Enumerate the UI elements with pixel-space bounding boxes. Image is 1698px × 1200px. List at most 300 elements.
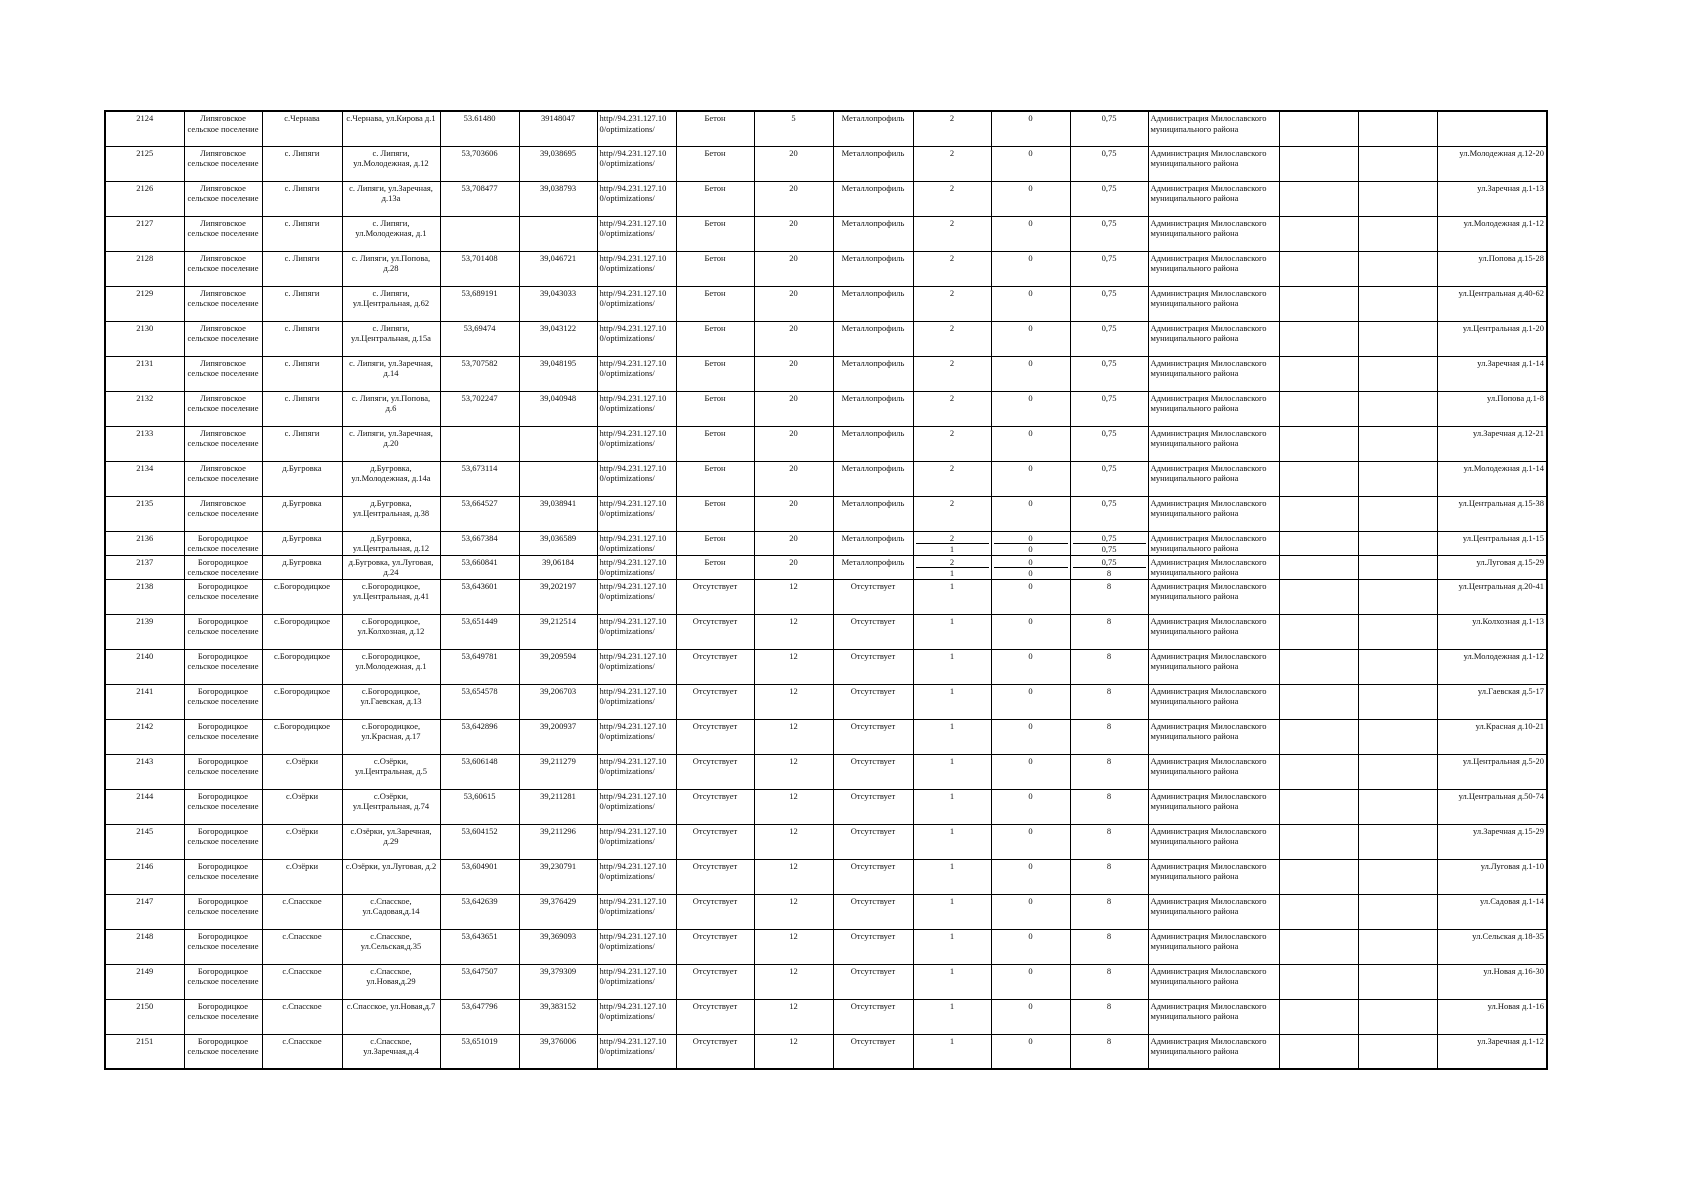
cell-address: с.Спасское, ул.Сельская,д.35 bbox=[342, 929, 440, 964]
cell-planned: 0 bbox=[991, 251, 1070, 286]
cell-area: 20 bbox=[754, 461, 833, 496]
cell-place: с. Липяги bbox=[262, 146, 342, 181]
cell-number: 2149 bbox=[105, 964, 184, 999]
cell-containers: 1 bbox=[913, 964, 991, 999]
cell-fence: Металлопрофиль bbox=[833, 356, 913, 391]
cell-latitude: 53,604901 bbox=[440, 859, 519, 894]
cell-settlement: Богородицкое сельское поселение bbox=[184, 789, 262, 824]
cell-planned: 0 bbox=[991, 426, 1070, 461]
cell-planned: 0 bbox=[991, 754, 1070, 789]
cell-address: с.Озёрки, ул.Центральная, д.74 bbox=[342, 789, 440, 824]
cell-fence: Отсутствует bbox=[833, 894, 913, 929]
cell-fence: Отсутствует bbox=[833, 999, 913, 1034]
cell-longitude: 39,036589 bbox=[519, 531, 597, 555]
cell-empty bbox=[1358, 555, 1437, 579]
cell-volume-part: 0,75 bbox=[1073, 533, 1146, 545]
cell-empty bbox=[1279, 461, 1358, 496]
cell-latitude: 53,703606 bbox=[440, 146, 519, 181]
cell-containers: 1 bbox=[913, 999, 991, 1034]
cell-url: http//94.231.127.10 0/optimizations/ bbox=[597, 216, 676, 251]
cell-base-material: Бетон bbox=[676, 426, 754, 461]
cell-served-addresses: ул.Сельская д.18-35 bbox=[1437, 929, 1547, 964]
cell-longitude: 39,202197 bbox=[519, 579, 597, 614]
cell-settlement: Липяговское сельское поселение bbox=[184, 111, 262, 146]
cell-base-material: Бетон bbox=[676, 461, 754, 496]
cell-empty bbox=[1279, 251, 1358, 286]
cell-place: д.Бугровка bbox=[262, 461, 342, 496]
cell-owner: Администрация Милославского муниципального района bbox=[1148, 111, 1279, 146]
cell-empty bbox=[1358, 684, 1437, 719]
cell-url: http//94.231.127.10 0/optimizations/ bbox=[597, 321, 676, 356]
cell-url: http//94.231.127.10 0/optimizations/ bbox=[597, 614, 676, 649]
cell-fence: Металлопрофиль bbox=[833, 496, 913, 531]
cell-empty bbox=[1358, 391, 1437, 426]
cell-served-addresses: ул.Заречная д.15-29 bbox=[1437, 824, 1547, 859]
cell-place: д.Бугровка bbox=[262, 531, 342, 555]
cell-planned: 0 bbox=[991, 1034, 1070, 1069]
cell-fence: Металлопрофиль bbox=[833, 181, 913, 216]
cell-owner: Администрация Милославского муниципального района bbox=[1148, 181, 1279, 216]
cell-containers: 1 bbox=[913, 579, 991, 614]
cell-volume: 0,75 bbox=[1070, 321, 1148, 356]
cell-latitude: 53,651449 bbox=[440, 614, 519, 649]
cell-base-material: Бетон bbox=[676, 531, 754, 555]
cell-number: 2143 bbox=[105, 754, 184, 789]
table-row bbox=[105, 999, 1547, 1034]
cell-number: 2131 bbox=[105, 356, 184, 391]
cell-planned: 0 bbox=[991, 461, 1070, 496]
cell-place: с.Спасское bbox=[262, 999, 342, 1034]
cell-longitude bbox=[519, 461, 597, 496]
cell-longitude: 39,209594 bbox=[519, 649, 597, 684]
cell-containers: 2 bbox=[913, 286, 991, 321]
cell-empty bbox=[1279, 496, 1358, 531]
cell-area: 12 bbox=[754, 859, 833, 894]
cell-address: с.Богородицкое, ул.Красная, д.17 bbox=[342, 719, 440, 754]
cell-place: с.Богородицкое bbox=[262, 719, 342, 754]
cell-owner: Администрация Милославского муниципального района bbox=[1148, 964, 1279, 999]
cell-planned: 0 bbox=[991, 964, 1070, 999]
cell-longitude: 39,383152 bbox=[519, 999, 597, 1034]
cell-served-addresses: ул.Луговая д.15-29 bbox=[1437, 555, 1547, 579]
cell-served-addresses: ул.Центральная д.20-41 bbox=[1437, 579, 1547, 614]
cell-planned: 0 bbox=[991, 859, 1070, 894]
table-row bbox=[105, 614, 1547, 649]
cell-containers: 2 bbox=[913, 461, 991, 496]
cell-base-material: Бетон bbox=[676, 496, 754, 531]
cell-number: 2132 bbox=[105, 391, 184, 426]
cell-latitude: 53,604152 bbox=[440, 824, 519, 859]
cell-owner: Администрация Милославского муниципального района bbox=[1148, 286, 1279, 321]
cell-url: http//94.231.127.10 0/optimizations/ bbox=[597, 461, 676, 496]
cell-fence: Металлопрофиль bbox=[833, 146, 913, 181]
cell-empty bbox=[1279, 824, 1358, 859]
cell-fence: Отсутствует bbox=[833, 579, 913, 614]
cell-base-material: Бетон bbox=[676, 216, 754, 251]
cell-base-material: Отсутствует bbox=[676, 894, 754, 929]
cell-latitude: 53,606148 bbox=[440, 754, 519, 789]
cell-longitude: 39,200937 bbox=[519, 719, 597, 754]
cell-volume: 0,75 bbox=[1070, 251, 1148, 286]
cell-place: д.Бугровка bbox=[262, 555, 342, 579]
cell-area: 20 bbox=[754, 356, 833, 391]
cell-owner: Администрация Милославского муниципального района bbox=[1148, 684, 1279, 719]
cell-longitude: 39,038941 bbox=[519, 496, 597, 531]
cell-containers: 1 bbox=[913, 824, 991, 859]
cell-served-addresses: ул.Красная д.10-21 bbox=[1437, 719, 1547, 754]
table-row bbox=[105, 461, 1547, 496]
cell-latitude: 53,643601 bbox=[440, 579, 519, 614]
cell-empty bbox=[1358, 181, 1437, 216]
cell-address: с.Богородицкое, ул.Молодежная, д.1 bbox=[342, 649, 440, 684]
cell-fence: Металлопрофиль bbox=[833, 461, 913, 496]
cell-empty bbox=[1358, 461, 1437, 496]
cell-volume: 8 bbox=[1070, 999, 1148, 1034]
cell-volume: 8 bbox=[1070, 964, 1148, 999]
cell-owner: Администрация Милославского муниципального района bbox=[1148, 929, 1279, 964]
cell-address: с.Спасское, ул.Новая,д.7 bbox=[342, 999, 440, 1034]
cell-base-material: Бетон bbox=[676, 391, 754, 426]
cell-planned: 0 bbox=[991, 286, 1070, 321]
cell-empty bbox=[1279, 426, 1358, 461]
cell-place: с.Озёрки bbox=[262, 754, 342, 789]
cell-empty bbox=[1279, 356, 1358, 391]
cell-containers-part: 1 bbox=[949, 544, 955, 554]
cell-empty bbox=[1279, 321, 1358, 356]
cell-longitude bbox=[519, 426, 597, 461]
cell-latitude: 53,642896 bbox=[440, 719, 519, 754]
cell-place: д.Бугровка bbox=[262, 496, 342, 531]
cell-area: 20 bbox=[754, 391, 833, 426]
cell-empty bbox=[1358, 496, 1437, 531]
cell-settlement: Богородицкое сельское поселение bbox=[184, 824, 262, 859]
cell-place: с.Озёрки bbox=[262, 824, 342, 859]
cell-address: с.Озёрки, ул.Луговая, д.2 bbox=[342, 859, 440, 894]
cell-settlement: Богородицкое сельское поселение bbox=[184, 531, 262, 555]
cell-owner: Администрация Милославского муниципального района bbox=[1148, 719, 1279, 754]
cell-served-addresses: ул.Заречная д.1-12 bbox=[1437, 1034, 1547, 1069]
cell-number: 2138 bbox=[105, 579, 184, 614]
cell-volume bbox=[1070, 555, 1148, 579]
cell-empty bbox=[1279, 859, 1358, 894]
cell-planned: 0 bbox=[991, 216, 1070, 251]
cell-containers bbox=[913, 531, 991, 555]
cell-planned: 0 bbox=[991, 111, 1070, 146]
cell-url: http//94.231.127.10 0/optimizations/ bbox=[597, 824, 676, 859]
cell-latitude bbox=[440, 216, 519, 251]
cell-latitude: 53,701408 bbox=[440, 251, 519, 286]
cell-url: http//94.231.127.10 0/optimizations/ bbox=[597, 251, 676, 286]
cell-url: http//94.231.127.10 0/optimizations/ bbox=[597, 859, 676, 894]
cell-served-addresses: ул.Заречная д.12-21 bbox=[1437, 426, 1547, 461]
cell-place: с. Липяги bbox=[262, 356, 342, 391]
cell-settlement: Липяговское сельское поселение bbox=[184, 391, 262, 426]
cell-empty bbox=[1279, 579, 1358, 614]
cell-owner: Администрация Милославского муниципального района bbox=[1148, 824, 1279, 859]
cell-empty bbox=[1358, 216, 1437, 251]
cell-area: 20 bbox=[754, 216, 833, 251]
cell-containers: 2 bbox=[913, 216, 991, 251]
cell-settlement: Липяговское сельское поселение bbox=[184, 461, 262, 496]
table-row bbox=[105, 964, 1547, 999]
cell-base-material: Отсутствует bbox=[676, 789, 754, 824]
cell-number: 2133 bbox=[105, 426, 184, 461]
cell-owner: Администрация Милославского муниципального района bbox=[1148, 496, 1279, 531]
cell-url: http//94.231.127.10 0/optimizations/ bbox=[597, 286, 676, 321]
cell-area: 20 bbox=[754, 251, 833, 286]
cell-area: 12 bbox=[754, 579, 833, 614]
cell-containers: 1 bbox=[913, 789, 991, 824]
cell-address: с. Липяги, ул.Молодежная, д.12 bbox=[342, 146, 440, 181]
cell-url: http//94.231.127.10 0/optimizations/ bbox=[597, 146, 676, 181]
cell-empty bbox=[1279, 531, 1358, 555]
cell-planned: 0 bbox=[991, 894, 1070, 929]
cell-area: 12 bbox=[754, 754, 833, 789]
cell-empty bbox=[1358, 929, 1437, 964]
cell-number: 2136 bbox=[105, 531, 184, 555]
cell-place: с. Липяги bbox=[262, 216, 342, 251]
cell-settlement: Богородицкое сельское поселение bbox=[184, 555, 262, 579]
cell-containers: 1 bbox=[913, 894, 991, 929]
cell-containers-part: 2 bbox=[916, 533, 989, 545]
cell-area: 12 bbox=[754, 999, 833, 1034]
cell-settlement: Липяговское сельское поселение bbox=[184, 426, 262, 461]
cell-settlement: Богородицкое сельское поселение bbox=[184, 964, 262, 999]
table-row bbox=[105, 426, 1547, 461]
cell-empty bbox=[1358, 964, 1437, 999]
cell-fence: Отсутствует bbox=[833, 789, 913, 824]
cell-fence: Отсутствует bbox=[833, 1034, 913, 1069]
table-row bbox=[105, 824, 1547, 859]
cell-volume: 8 bbox=[1070, 859, 1148, 894]
cell-base-material: Отсутствует bbox=[676, 614, 754, 649]
cell-base-material: Бетон bbox=[676, 286, 754, 321]
cell-volume: 0,75 bbox=[1070, 181, 1148, 216]
cell-containers: 1 bbox=[913, 684, 991, 719]
cell-settlement: Богородицкое сельское поселение bbox=[184, 859, 262, 894]
cell-containers: 1 bbox=[913, 859, 991, 894]
cell-address: д.Бугровка, ул.Центральная, д.12 bbox=[342, 531, 440, 555]
cell-planned: 0 bbox=[991, 684, 1070, 719]
cell-fence: Металлопрофиль bbox=[833, 111, 913, 146]
cell-latitude: 53,649781 bbox=[440, 649, 519, 684]
cell-served-addresses: ул.Молодежная д.1-14 bbox=[1437, 461, 1547, 496]
cell-served-addresses: ул.Центральная д.50-74 bbox=[1437, 789, 1547, 824]
cell-url: http//94.231.127.10 0/optimizations/ bbox=[597, 964, 676, 999]
table-row bbox=[105, 286, 1547, 321]
cell-empty bbox=[1358, 894, 1437, 929]
cell-volume bbox=[1070, 531, 1148, 555]
cell-longitude: 39,379309 bbox=[519, 964, 597, 999]
cell-address: с.Чернава, ул.Кирова д.1 bbox=[342, 111, 440, 146]
cell-containers: 1 bbox=[913, 1034, 991, 1069]
cell-settlement: Липяговское сельское поселение bbox=[184, 146, 262, 181]
cell-number: 2150 bbox=[105, 999, 184, 1034]
cell-area: 12 bbox=[754, 684, 833, 719]
cell-empty bbox=[1279, 719, 1358, 754]
cell-url: http//94.231.127.10 0/optimizations/ bbox=[597, 929, 676, 964]
cell-address: с. Липяги, ул.Центральная, д.15а bbox=[342, 321, 440, 356]
cell-empty bbox=[1358, 321, 1437, 356]
cell-fence: Отсутствует bbox=[833, 649, 913, 684]
cell-place: с. Липяги bbox=[262, 251, 342, 286]
cell-containers: 1 bbox=[913, 649, 991, 684]
table-row bbox=[105, 859, 1547, 894]
cell-number: 2126 bbox=[105, 181, 184, 216]
cell-url: http//94.231.127.10 0/optimizations/ bbox=[597, 579, 676, 614]
cell-owner: Администрация Милославского муниципального района bbox=[1148, 579, 1279, 614]
cell-containers: 2 bbox=[913, 251, 991, 286]
cell-address: с.Богородицкое, ул.Гаевская, д.13 bbox=[342, 684, 440, 719]
cell-empty bbox=[1358, 859, 1437, 894]
cell-latitude: 53,642639 bbox=[440, 894, 519, 929]
cell-number: 2137 bbox=[105, 555, 184, 579]
cell-place: с.Богородицкое bbox=[262, 649, 342, 684]
cell-number: 2141 bbox=[105, 684, 184, 719]
cell-area: 20 bbox=[754, 146, 833, 181]
cell-area: 12 bbox=[754, 929, 833, 964]
cell-volume: 0,75 bbox=[1070, 216, 1148, 251]
cell-settlement: Липяговское сельское поселение bbox=[184, 286, 262, 321]
cell-owner: Администрация Милославского муниципального района bbox=[1148, 531, 1279, 555]
table-row bbox=[105, 356, 1547, 391]
cell-empty bbox=[1279, 929, 1358, 964]
cell-fence: Отсутствует bbox=[833, 929, 913, 964]
cell-longitude: 39,230791 bbox=[519, 859, 597, 894]
cell-volume: 0,75 bbox=[1070, 426, 1148, 461]
cell-address: с.Озёрки, ул.Центральная, д.5 bbox=[342, 754, 440, 789]
cell-empty bbox=[1279, 1034, 1358, 1069]
cell-empty bbox=[1279, 555, 1358, 579]
cell-volume: 0,75 bbox=[1070, 146, 1148, 181]
cell-planned: 0 bbox=[991, 579, 1070, 614]
cell-base-material: Бетон bbox=[676, 356, 754, 391]
cell-area: 20 bbox=[754, 555, 833, 579]
cell-base-material: Бетон bbox=[676, 251, 754, 286]
cell-served-addresses: ул.Новая д.1-16 bbox=[1437, 999, 1547, 1034]
cell-volume-part: 8 bbox=[1106, 568, 1112, 578]
cell-area: 20 bbox=[754, 496, 833, 531]
cell-owner: Администрация Милославского муниципального района bbox=[1148, 146, 1279, 181]
cell-settlement: Липяговское сельское поселение bbox=[184, 216, 262, 251]
cell-url: http//94.231.127.10 0/optimizations/ bbox=[597, 754, 676, 789]
cell-empty bbox=[1358, 754, 1437, 789]
cell-empty bbox=[1358, 824, 1437, 859]
cell-number: 2144 bbox=[105, 789, 184, 824]
cell-address: с.Спасское, ул.Садовая,д.14 bbox=[342, 894, 440, 929]
cell-volume: 0,75 bbox=[1070, 391, 1148, 426]
cell-number: 2148 bbox=[105, 929, 184, 964]
cell-url: http//94.231.127.10 0/optimizations/ bbox=[597, 649, 676, 684]
cell-number: 2125 bbox=[105, 146, 184, 181]
cell-address: с. Липяги, ул.Попова, д.6 bbox=[342, 391, 440, 426]
cell-planned: 0 bbox=[991, 824, 1070, 859]
cell-number: 2142 bbox=[105, 719, 184, 754]
cell-volume: 0,75 bbox=[1070, 286, 1148, 321]
cell-volume: 8 bbox=[1070, 894, 1148, 929]
cell-empty bbox=[1279, 286, 1358, 321]
cell-address: с.Спасское, ул.Новая,д.29 bbox=[342, 964, 440, 999]
cell-base-material: Бетон bbox=[676, 555, 754, 579]
cell-containers: 2 bbox=[913, 391, 991, 426]
cell-served-addresses: ул.Гаевская д.5-17 bbox=[1437, 684, 1547, 719]
cell-longitude: 39,040948 bbox=[519, 391, 597, 426]
cell-place: с. Липяги bbox=[262, 181, 342, 216]
cell-longitude: 39,048195 bbox=[519, 356, 597, 391]
cell-area: 12 bbox=[754, 719, 833, 754]
table-row bbox=[105, 111, 1547, 146]
cell-containers: 2 bbox=[913, 496, 991, 531]
cell-number: 2140 bbox=[105, 649, 184, 684]
cell-owner: Администрация Милославского муниципального района bbox=[1148, 426, 1279, 461]
cell-planned: 0 bbox=[991, 321, 1070, 356]
cell-latitude: 53,654578 bbox=[440, 684, 519, 719]
cell-containers: 2 bbox=[913, 146, 991, 181]
cell-latitude: 53.61480 bbox=[440, 111, 519, 146]
table-row bbox=[105, 579, 1547, 614]
table-row bbox=[105, 649, 1547, 684]
cell-url: http//94.231.127.10 0/optimizations/ bbox=[597, 684, 676, 719]
cell-fence: Металлопрофиль bbox=[833, 251, 913, 286]
cell-empty bbox=[1358, 789, 1437, 824]
cell-planned: 0 bbox=[991, 391, 1070, 426]
cell-planned bbox=[991, 555, 1070, 579]
cell-empty bbox=[1279, 964, 1358, 999]
cell-empty bbox=[1358, 286, 1437, 321]
table-row bbox=[105, 929, 1547, 964]
cell-served-addresses: ул.Молодежная д.12-20 bbox=[1437, 146, 1547, 181]
cell-url: http//94.231.127.10 0/optimizations/ bbox=[597, 181, 676, 216]
cell-volume: 8 bbox=[1070, 579, 1148, 614]
cell-owner: Администрация Милославского муниципального района bbox=[1148, 859, 1279, 894]
cell-settlement: Богородицкое сельское поселение bbox=[184, 754, 262, 789]
cell-place: с.Богородицкое bbox=[262, 684, 342, 719]
cell-base-material: Отсутствует bbox=[676, 579, 754, 614]
cell-area: 20 bbox=[754, 321, 833, 356]
table-row bbox=[105, 1034, 1547, 1069]
cell-longitude: 39,369093 bbox=[519, 929, 597, 964]
cell-longitude: 39,043122 bbox=[519, 321, 597, 356]
cell-empty bbox=[1279, 391, 1358, 426]
cell-area: 20 bbox=[754, 426, 833, 461]
cell-fence: Отсутствует bbox=[833, 719, 913, 754]
table-row bbox=[105, 894, 1547, 929]
cell-planned: 0 bbox=[991, 789, 1070, 824]
cell-url: http//94.231.127.10 0/optimizations/ bbox=[597, 999, 676, 1034]
cell-longitude: 39,212514 bbox=[519, 614, 597, 649]
cell-containers: 2 bbox=[913, 181, 991, 216]
cell-number: 2128 bbox=[105, 251, 184, 286]
cell-empty bbox=[1358, 426, 1437, 461]
cell-empty bbox=[1279, 111, 1358, 146]
cell-empty bbox=[1358, 356, 1437, 391]
cell-longitude bbox=[519, 216, 597, 251]
cell-owner: Администрация Милославского муниципального района bbox=[1148, 321, 1279, 356]
cell-planned: 0 bbox=[991, 181, 1070, 216]
cell-longitude: 39,376429 bbox=[519, 894, 597, 929]
cell-fence: Металлопрофиль bbox=[833, 426, 913, 461]
cell-place: с.Чернава bbox=[262, 111, 342, 146]
cell-owner: Администрация Милославского муниципального района bbox=[1148, 216, 1279, 251]
cell-latitude: 53,664527 bbox=[440, 496, 519, 531]
cell-settlement: Липяговское сельское поселение bbox=[184, 356, 262, 391]
cell-address: с.Спасское, ул.Заречная,д.4 bbox=[342, 1034, 440, 1069]
cell-volume: 0,75 bbox=[1070, 461, 1148, 496]
cell-area: 5 bbox=[754, 111, 833, 146]
cell-number: 2129 bbox=[105, 286, 184, 321]
cell-place: с. Липяги bbox=[262, 286, 342, 321]
cell-address: д.Бугровка, ул.Молодежная, д.14а bbox=[342, 461, 440, 496]
